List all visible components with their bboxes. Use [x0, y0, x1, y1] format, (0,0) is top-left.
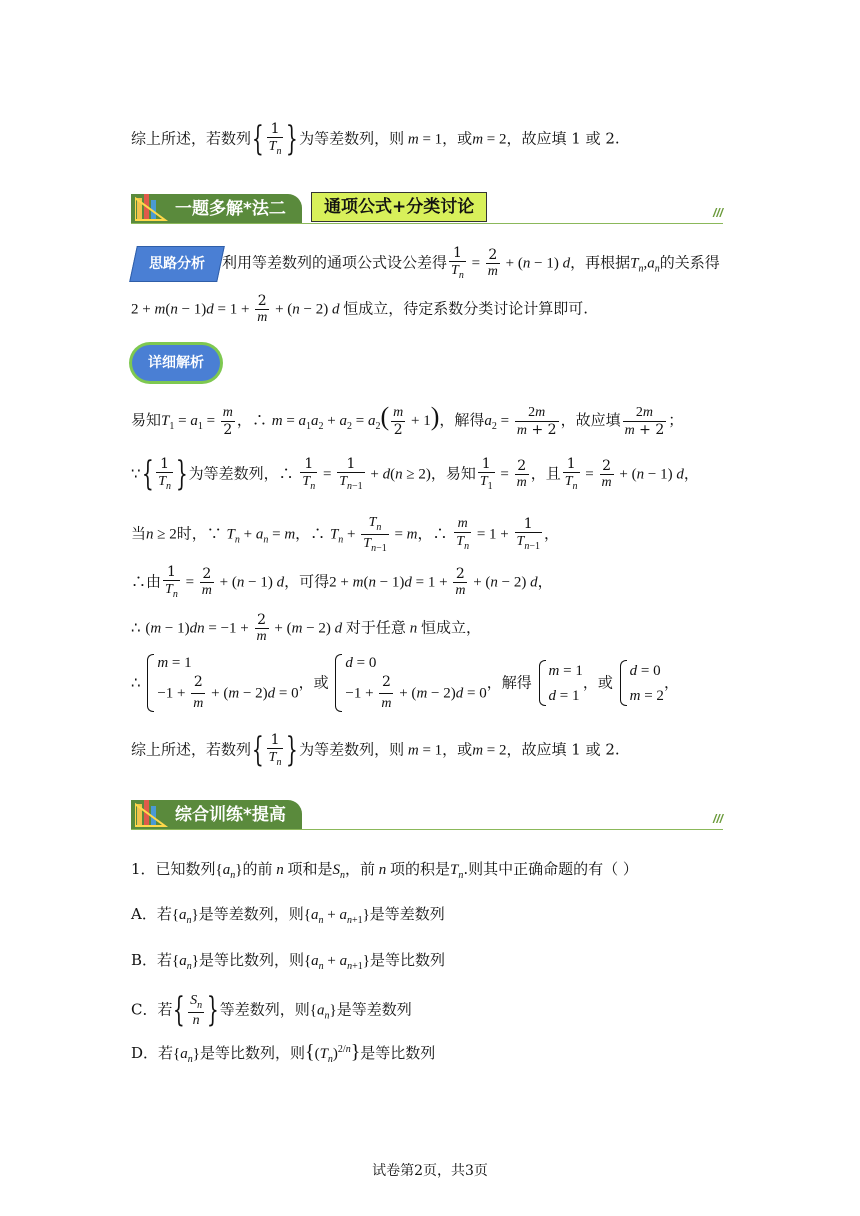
step-line-6: ∴ m = 1 −1 + $\frac{2}{m}$ + (m − 2)d = 0 ，或 d = 0 −1 + $\frac{2}{m}$ + (m − 2)d = 0 ，解得 m = 1 d = 1 ，或 d = 0 m = 2 ， [131, 652, 679, 714]
page-footer: 试卷第2页，共3页 [372, 1163, 488, 1179]
text: 为等差数列，则 [299, 129, 405, 148]
banner-slashes: /// [712, 206, 723, 220]
text: ，或 [582, 673, 613, 692]
text: 由 [146, 572, 162, 591]
section-banner-method-two [131, 186, 723, 224]
text: 恒成立， [420, 618, 481, 637]
text: ， [663, 673, 679, 692]
banner-slashes: /// [712, 812, 723, 826]
text: ， [236, 411, 252, 429]
option-a[interactable]: A．若$\{a_n\}$是等差数列，则$\{a_n + a_{n+1}\}$是等差数列 [131, 905, 445, 926]
analysis-pill [129, 246, 225, 282]
text: 恒成立，待定系数分类讨论计算即可. [343, 299, 589, 318]
step-line-3: 当n ≥ 2时，∵ $T_n + a_n = m$，∴ $T_n$ + $\frac{T_n}{T_{n-1}}$ = m，∴ $\frac{m}{T_n}$ = 1 + $\frac{1}{T_{n-1}}$ ， [131, 515, 559, 554]
text: ，且 [530, 464, 561, 483]
summary-line-top: 综上所述，若数列{ $\frac{1}{T_n}$ }为等差数列，则 m = 1，或m = 2，故应填 1 或 2. [131, 119, 620, 160]
banner-rule [131, 223, 723, 224]
text: ，故应填 1 或 2. [506, 740, 620, 759]
text: 等差数列，则 [219, 1000, 310, 1019]
text: 对于任意 [345, 618, 406, 637]
ruler-pencil-icon [135, 192, 169, 222]
option-c[interactable]: C．若{ $\frac{S_n}{n}$ }等差数列，则$\{a_n\}$是等差数列 [131, 990, 412, 1031]
text: 项和是 [287, 860, 333, 878]
text: 是等比数列，则 [198, 951, 304, 969]
text: .则其中正确命题的有（ ） [463, 860, 638, 878]
analysis-line-1: 利用等差数列的通项公式设公差得 $\frac{1}{T_n}$ = $\frac{2}{m}$ + (n − 1) d，再根据$T_n,a_n$的关系得 [222, 245, 720, 281]
text: ，故应填 1 或 2. [506, 129, 620, 148]
text: 1．已知数列 [131, 860, 216, 878]
step-line-5: ∴ (m − 1)dn = −1 + $\frac{2}{m}$ + (m − 2) d 对于任意 n 恒成立， [131, 612, 481, 644]
text: A．若 [131, 905, 172, 923]
text: 为等差数列，则 [299, 740, 405, 759]
text: ， [537, 572, 553, 591]
detail-pill-label: 详细解析 [148, 355, 204, 371]
text: 是等比数列 [369, 951, 445, 969]
text: 是等差数列 [336, 1000, 412, 1019]
banner-tag: 通项公式+分类讨论 [311, 192, 487, 222]
text: 综上所述，若数列 [131, 740, 252, 759]
question-stem: 1．已知数列$\{a_n\}$的前 n 项和是$S_n$，前 n 项的积是$T_n$.则其中正确命题的有（ ） [131, 860, 638, 881]
brace: { [251, 119, 264, 160]
text: ，前 [344, 860, 375, 878]
equation-system: m = 1 d = 1 [537, 658, 583, 708]
text: 当 [131, 524, 147, 543]
brace: } [286, 119, 299, 160]
detail-pill [132, 345, 220, 381]
text: ，易知 [430, 464, 476, 483]
text: C．若 [131, 1000, 173, 1019]
fraction: $\frac{1}{T_n}$ [268, 121, 282, 157]
text: ，解得 [439, 411, 485, 429]
text: ； [668, 411, 684, 429]
text: ，解得 [486, 673, 532, 692]
equation-system: d = 0 m = 2 [618, 658, 664, 708]
text: ，或 [442, 740, 473, 759]
banner-tab [131, 800, 302, 830]
text: 时， [176, 524, 207, 543]
banner-tab-label: 综合训练*提高 [175, 805, 286, 825]
ruler-pencil-icon [135, 798, 169, 828]
banner-rule [131, 829, 723, 830]
section-banner-practice [131, 794, 723, 830]
text: ， [683, 464, 699, 483]
text: ， [543, 524, 559, 543]
text: 项的积是 [390, 860, 451, 878]
step-line-1: 易知$T_1 = a_1$ = $\frac{m}{2}$ ，∴ $m = a_1a_2 + a_2 = a_2$( $\frac{m}{2}$ + 1)，解得$a_2$ = $\frac{2m}{m + 2}$ ，故应填 $\frac{2m}{m + 2}$ ； [131, 402, 684, 438]
text: ，或 [298, 673, 329, 692]
text: ，再根据 [570, 253, 631, 272]
text: ，故应填 [560, 411, 621, 429]
text: 为等差数列， [188, 464, 279, 483]
banner-tab [131, 194, 302, 224]
text: 是等比数列，则 [199, 1044, 305, 1062]
text: 易知 [131, 411, 162, 429]
option-d[interactable]: D．若$\{a_n\}$是等比数列，则$\{(T_n)^{2/n}\}$是等比数列 [131, 1041, 436, 1065]
analysis-pill-label: 思路分析 [149, 256, 205, 272]
summary-line-bottom: 综上所述，若数列{ $\frac{1}{T_n}$ }为等差数列，则 m = 1，或m = 2，故应填 1 或 2. [131, 730, 620, 771]
equation-system: m = 1 −1 + $\frac{2}{m}$ + (m − 2)d = 0 [145, 652, 298, 714]
text: 是等差数列 [369, 905, 445, 923]
text: 的关系得 [659, 253, 720, 272]
text: ，可得 [284, 572, 330, 591]
text: 综上所述，若数列 [131, 129, 252, 148]
equation-system: d = 0 −1 + $\frac{2}{m}$ + (m − 2)d = 0 [333, 652, 486, 714]
option-b[interactable]: B．若$\{a_n\}$是等比数列，则$\{a_n + a_{n+1}\}$是等比数列 [131, 951, 445, 972]
step-line-4: ∴由 $\frac{1}{T_n}$ = $\frac{2}{m}$ + (n − 1) d，可得2 + m(n − 1)d = 1 + $\frac{2}{m}$ + (n − 2) d， [131, 564, 553, 600]
text: B．若 [131, 951, 173, 969]
text: 的前 [242, 860, 273, 878]
text: ，或 [442, 129, 473, 148]
text: 是等比数列 [360, 1044, 436, 1062]
step-line-2: ∵{ $\frac{1}{T_n}$ }为等差数列，∴ $\frac{1}{T_n}$ = $\frac{1}{T_{n-1}}$ + d(n ≥ 2)，易知 $\frac{1}{T_1}$ = $\frac{2}{m}$ ，且 $\frac{1}{T_n}$ = $\frac{2}{m}$ + (n − 1) d， [131, 454, 699, 495]
text: 是等差数列，则 [198, 905, 304, 923]
text: D．若 [131, 1044, 174, 1062]
text: 利用等差数列的通项公式设公差得 [222, 253, 448, 272]
analysis-line-2: 2 + m(n − 1)d = 1 + $\frac{2}{m}$ + (n − 2) d 恒成立，待定系数分类讨论计算即可. [131, 293, 589, 325]
banner-tab-label: 一题多解*法二 [175, 199, 286, 219]
